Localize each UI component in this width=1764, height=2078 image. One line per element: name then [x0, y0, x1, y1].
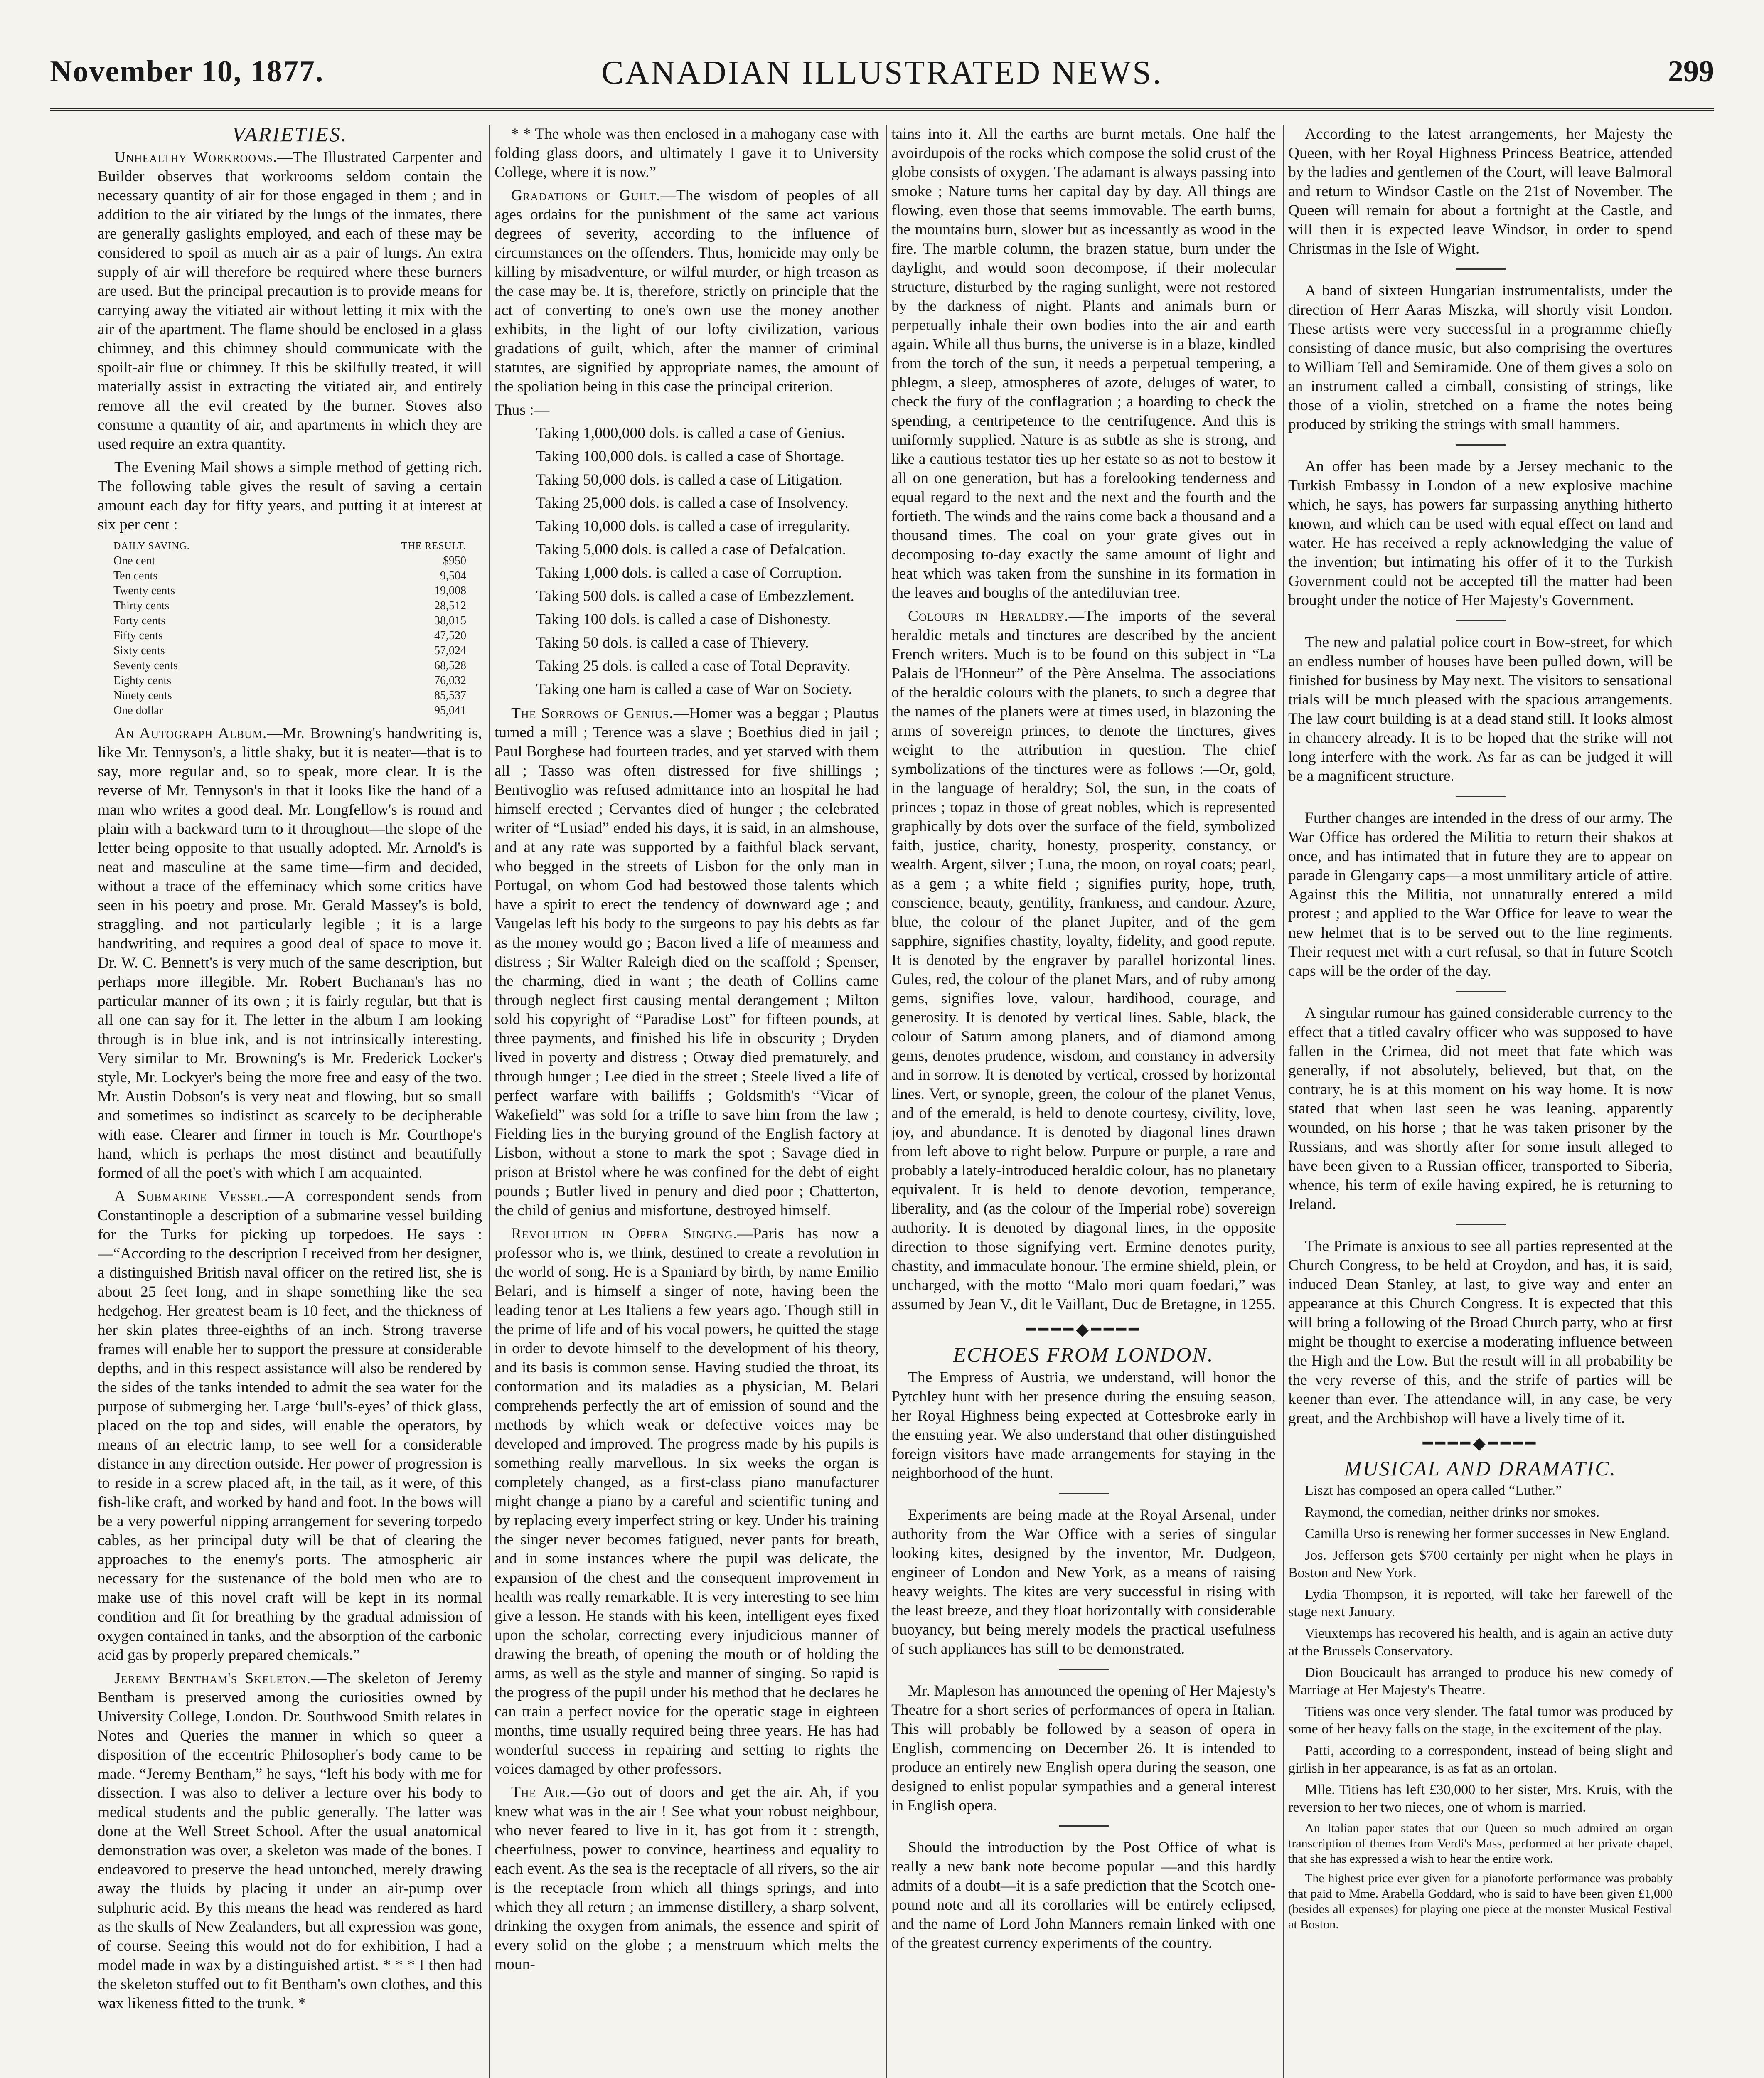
result-cell: 28,512	[434, 599, 466, 612]
list-item: Taking 10,000 dols. is called a case of irregularity.	[536, 518, 851, 535]
article-guilt	[495, 186, 879, 396]
article-revolution	[495, 1224, 879, 1779]
list-item: Taking 1,000,000 dols. is called a case of Genius.	[536, 425, 845, 442]
list-item: An Italian paper states that our Queen so much admired an organ transcription of themes from Verdi's Mass, performed at her private chapel, that she has expressed a wish to hear the entire work.	[1288, 1821, 1673, 1866]
article-heading: Colours in Heraldry.	[908, 608, 1069, 625]
list-item: Taking 25,000 dols. is called a case of Insolvency.	[536, 495, 849, 512]
result-cell: $950	[443, 554, 466, 567]
daily-saving-cell: Sixty cents	[113, 644, 165, 657]
result-cell: 9,504	[440, 569, 466, 582]
echoes-paragraph: According to the latest arrangements, her Majesty the Queen, with her Royal Highness Princess Beatrice, attended by the ladies and gentlemen of the Court, will leave Balmoral and return to Windsor Castle on the 21st of November. The Queen will remain for about a fortnight at the Castle, and will then it is expected leave Windsor, in order to spend Christmas in the Isle of Wight.	[1288, 126, 1673, 257]
table-row	[113, 598, 467, 613]
column-3	[891, 125, 1276, 2078]
daily-saving-cell: Thirty cents	[113, 599, 170, 612]
article-bentham-continued: * * The whole was then enclosed in a mahogany case with folding glass doors, and ultimately I gave it to University College, where it is now.”	[495, 126, 879, 181]
result-cell: 38,015	[434, 614, 466, 627]
daily-saving-cell: One dollar	[113, 704, 163, 717]
list-item: Taking 100 dols. is called a case of Dishonesty.	[536, 611, 831, 628]
article-heading: Jeremy Bentham's Skeleton.	[114, 1670, 311, 1687]
list-item: Taking 1,000 dols. is called a case of Corruption.	[536, 564, 842, 581]
list-item: Raymond, the comedian, neither drinks nor smokes.	[1305, 1504, 1600, 1520]
article-body: —A correspondent sends from Constantinople a description of a submarine vessel building for the Turks for picking up torpedoes. He says :—“According to the description I received from her designer, a distinguished British naval officer on the retired list, she is about 25 feet long, and in shape something like the sea hedgehog. Her greatest beam is 10 feet, and the thickness of her skin plates three-eighths of an inch. Strong traverse frames will enable her to support the pressure at considerable depths, and in this respect assistance will also be rendered by the sides of the tanks intended to admit the sea water for the purpose of submerging her. Large ‘bull's-eyes’ of thick glass, placed on the top and sides, will enable the operators, by means of an electric lamp, to see well for a considerable distance in any direction outside. Her power of progression is to reside in a screw placed aft, in the tail, as it were, of this fish-like craft, and worked by hand and foot. In the bows will be a very powerful nipping arrangement for severing torpedo cables, as her principal duty will be that of clearing the approaches to the enemy's ports. The atmospheric air necessary for the sustenance of the bold men who are to make use of this novel craft will be kept in its normal condition and fit for breathing by the gradual admission of oxygen contained in tanks, and the absorption of the carbonic acid gas by properly prepared chemicals.”	[98, 1188, 482, 1664]
list-item: Taking 100,000 dols. is called a case of Shortage.	[536, 448, 844, 465]
echoes-paragraph: Mr. Mapleson has announced the opening of Her Majesty's Theatre for a short series of performances of opera in Italian. This will probably be followed by a season of opera in English, commencing on December 26. It is intended to produce an entirely new English opera during the season, one designed to enlist popular sympathies and a general interest in English opera.	[891, 1682, 1276, 1814]
publication-title: CANADIAN ILLUSTRATED NEWS.	[601, 54, 1163, 91]
result-cell: 47,520	[434, 629, 466, 642]
list-item: Lydia Thompson, it is reported, will take her farewell of the stage next January.	[1288, 1587, 1673, 1620]
article-body: —The wisdom of peoples of all ages ordains for the punishment of the same act various degrees of severity, according to the influence of circumstances on the offenders. Thus, homicide may only be killing by misadventure, or wilful murder, or high treason as the case may be. It is, therefore, strictly on principle that the act of converting to one's own use the money another exhibits, in the light of our lofty civilization, various gradations of guilt, which, after the manner of criminal statutes, are signified by appropriate names, the amount of the spoliation being in this case the principal criterion.	[495, 187, 879, 395]
article-air-continued: tains into it. All the earths are burnt metals. One half the avoirdupois of the rocks which compose the solid crust of the globe consists of oxygen. The adamant is always passing into smoke ; Nature turns her capital day by day. All things are flowing, even those that seems immovable. The earth burns, the mountains burn, slower but as incessantly as wood in the fire. The marble column, the brazen statue, burn under the daylight, and would soon decompose, if their molecular structure, disturbed by the raging sunlight, were not restored by the darkness of night. Plants and animals burn or perpetually inhale their own bodies into the air and earth again. While all thus burns, the universe is in a blaze, kindled from the torch of the sun, it needs a perpetual tempering, a phlegm, a sleep, atmospheres of azote, deluges of water, to check the fury of the conflagration ; a hoarding to check the spending, a centripetence to the centrifugence. And this is uniformly supplied. Nature is as subtle as she is strong, and like a cautious testator ties up her estate so as not to bestow it all on one generation, but has a forelooking tenderness and equal regard to the next and the next and the fourth and the fortieth. The winds and the rains come back a thousand and a thousand times. The coal on your grate gives out in decomposing to-day exactly the same amount of light and heat which was taken from the sunshine in its formation in the leaves and boughs of the antediluvian tree.	[891, 126, 1276, 601]
musical-list	[1288, 1482, 1673, 1932]
article-sorrows	[495, 704, 879, 1220]
table-header-result: THE RESULT.	[401, 541, 466, 552]
paragraph-divider	[1059, 1493, 1109, 1494]
table-row	[113, 554, 467, 569]
list-item: Titiens was once very slender. The fatal tumor was produced by some of her heavy falls on the stage, in the excitement of the play.	[1288, 1704, 1673, 1737]
article-autograph	[98, 724, 482, 1183]
echoes-paragraph: The Empress of Austria, we understand, will honor the Pytchley hunt with her presence during the ensuing season, her Royal Highness being expected at Cottesbroke early in the ensuing year. We also understand that other distinguished foreign visitors have made arrangements for staying in the neighborhood of the hunt.	[891, 1369, 1276, 1482]
result-cell: 19,008	[434, 584, 466, 597]
masthead	[50, 42, 1714, 104]
article-colours	[891, 607, 1276, 1314]
article-heading: The Sorrows of Genius.	[511, 705, 674, 722]
article-body: —The imports of the several heraldic metals and tinctures are described by the ancient French writers. Much is to be found on this subject in “La Palais de l'Honneur” of the Père Anselma. The associations of the heraldic colours with the planets, to such a degree that the names of the planets were at times used, in blazoning the arms of sovereign princes, to denote the tinctures, gives weight to the attribution in question. The chief symbolizations of the tinctures were as follows :—Or, gold, in the language of heraldry; Sol, the sun, in the coats of princes ; topaz in those of great nobles, which is represented graphically by dots over the surface of the field, symbolized faith, justice, charity, honesty, prosperity, constancy, or wealth. Argent, silver ; Luna, the moon, on royal coats; pearl, as a gem ; a white field ; signifies purity, hope, truth, conscience, beauty, gentility, frankness, and candour. Azure, blue, the colour of the planet Jupiter, and of the gem sapphire, signifies chastity, loyalty, fidelity, and good repute. It is denoted by the engraver by parallel horizontal lines. Gules, red, the colour of the planet Mars, and of ruby among gems, signifies love, valour, hardihood, courage, and generosity. It is denoted by vertical lines. Sable, black, the colour of Saturn among planets, and of diamond among gems, denotes prudence, wisdom, and constancy in adversity and in sorrow. It is denoted by vertical, crossed by horizontal lines. Vert, or synople, green, the colour of the planet Venus, and of the emerald, is held to denote courtesy, civility, love, joy, and abundance. It is denoted by diagonal lines drawn from left above to right below. Purpure or purple, a rare and probably a lately-introduced heraldic colour, has no planetary equivalent. It is held to denote devotion, temperance, liberality, and (as the colour of the Imperial robe) sovereign authority. It is denoted by diagonal lines, in the opposite direction to those signifying vert. Ermine denotes purity, chastity, and immaculate honour. The ermine shield, plein, or uncharged, with the motto “Malo mori quam foedari,” was assumed by Jean V., dit le Vaillant, Duc de Bretagne, in 1255.	[891, 608, 1276, 1313]
savings-table	[113, 539, 467, 718]
table-header-daily-saving: DAILY SAVING.	[113, 541, 190, 552]
result-cell: 57,024	[434, 644, 466, 657]
daily-saving-cell: Eighty cents	[113, 674, 172, 687]
guilt-list	[495, 424, 879, 699]
article-workrooms	[98, 148, 482, 454]
table-row	[113, 613, 467, 628]
list-item: Taking 50,000 dols. is called a case of Litigation.	[536, 471, 843, 488]
result-cell: 76,032	[434, 674, 466, 687]
table-row	[113, 658, 467, 673]
article-body: —Paris has now a professor who is, we think, destined to create a revolution in the world of song. He is a Spaniard by birth, by name Emilio Belari, and is himself a singer of note, having been the leading tenor at Les Italiens a few years ago. Though still in the prime of life and of his vocal powers, he quitted the stage in order to devote himself to the development of his theory, and its basis is common sense. Having studied the throat, its conformation and its maladies as a physician, M. Belari comprehends perfectly the art of emission of sound and the methods by which weak or defective voices may be developed and improved. The progress made by his pupils is something really marvellous. In six weeks the organ is completely changed, as a first-class piano manufacturer might change a piano by a careful and scientific tuning and by replacing every imperfect string or key. Under his training the singer never becomes fatigued, never pants for breath, and in some instances where the pupil was delicate, the expansion of the chest and the consequent improvement in health was really remarkable. It is very interesting to see him give a lesson. He stands with his keen, intelligent eyes fixed upon the scholar, correcting every injudicious manner of drawing the breath, of opening the mouth or of holding the arms, as well as the style and manner of singing. So rapid is the progress of the pupil under his method that he declares he can train a perfect novice for the operatic stage in eighteen months, time usually required being three years. He has had wonderful success in repairing and setting to rights the voices damaged by other professors.	[495, 1225, 879, 1778]
list-item: Taking 5,000 dols. is called a case of Defalcation.	[536, 541, 846, 558]
column-rule	[1283, 125, 1284, 2078]
list-item: Camilla Urso is renewing her former successes in New England.	[1305, 1526, 1670, 1541]
daily-saving-cell: Forty cents	[113, 614, 166, 627]
daily-saving-cell: Ninety cents	[113, 689, 172, 702]
column-rule	[886, 125, 887, 2078]
list-item: Dion Boucicault has arranged to produce his new comedy of Marriage at Her Majesty's Theatre.	[1288, 1665, 1673, 1698]
daily-saving-cell: One cent	[113, 554, 155, 567]
section-ornament: ━━━━◆━━━━	[1422, 1434, 1538, 1453]
list-item: Liszt has composed an opera called “Luther.”	[1305, 1483, 1562, 1498]
daily-saving-cell: Seventy cents	[113, 659, 178, 672]
article-heading: The Air.	[511, 1784, 571, 1801]
paragraph-divider	[1456, 1224, 1506, 1225]
issue-date: November 10, 1877.	[50, 54, 324, 89]
column-2	[495, 125, 879, 2078]
paragraph-divider	[1456, 268, 1506, 270]
column-1	[98, 125, 482, 2078]
paragraph-divider	[1456, 991, 1506, 992]
thus-label: Thus :—	[495, 401, 550, 419]
article-heading: Gradations of Guilt.	[511, 187, 661, 204]
article-heading: An Autograph Album.	[114, 725, 267, 742]
list-item: Patti, according to a correspondent, instead of being slight and girlish in her appearance, is as fat as an ortolan.	[1288, 1743, 1673, 1776]
section-title-echoes: ECHOES FROM LONDON.	[953, 1343, 1214, 1366]
daily-saving-cell: Fifty cents	[113, 629, 163, 642]
echoes-paragraph: An offer has been made by a Jersey mechanic to the Turkish Embassy in London of a new explosive machine which, he says, has powers far surpassing anything hitherto known, and which can be used with equal effect on land and water. He has received a reply acknowledging the value of the invention; but intimating his offer of it to the Turkish Government could not be accepted till the matter had been brought under the notice of Her Majesty's Government.	[1288, 458, 1673, 609]
list-item: Taking 500 dols. is called a case of Embezzlement.	[536, 588, 854, 605]
result-cell: 68,528	[434, 659, 466, 672]
echoes-paragraph: A band of sixteen Hungarian instrumentalists, under the direction of Herr Aaras Miszka, will shortly visit London. These artists were very successful in a programme chiefly consisting of dance music, but also comprising the overtures to William Tell and Semiramide. One of them gives a solo on an instrument called a cimball, consisting of strings, like those of a violin, stretched on a frame the notes being produced by striking the strings with small hammers.	[1288, 282, 1673, 433]
article-body: —The Illustrated Carpenter and Builder observes that workrooms seldom contain the necessary quantity of air for those engaged in them ; and in addition to the air vitiated by the lungs of the inmates, there are generally gaslights employed, and each of these may be considered to spoil as much air as a pair of lungs. An extra supply of air will therefore be required where these burners are used. But the principal precaution is to provide means for carrying away the vitiated air without letting it mix with the air of the apartment. The flame should be enclosed in a glass chimney, and this chimney should communicate with the spoilt-air flue or chimney. If this be skilfully treated, it will materially assist in extracting the vitiated air, and entirely remove all the evil created by the burner. Stoves also consume a quantity of air, and apartments in which they are used require an extra quantity.	[98, 149, 482, 453]
daily-saving-cell: Twenty cents	[113, 584, 175, 597]
table-row	[113, 584, 467, 598]
list-item: Jos. Jefferson gets $700 certainly per night when he plays in Boston and New York.	[1288, 1548, 1673, 1581]
echoes-paragraph: A singular rumour has gained considerable currency to the effect that a titled cavalry officer who was supposed to have fallen in the Crimea, did not meet that fate which was generally, if not absolutely, believed, but that, on the contrary, he is at this moment on his way home. It is now stated that when last seen he was leaning, apparently wounded, on his horse ; that he was taken prisoner by the Russians, and was shortly after for some insult alleged to have been given to a Russian officer, transported to Siberia, whence, his term of exile having expired, he is returning to Ireland.	[1288, 1005, 1673, 1213]
masthead-rule	[50, 108, 1714, 111]
table-row	[113, 673, 467, 688]
daily-saving-cell: Ten cents	[113, 569, 158, 582]
echoes-paragraph: Should the introduction by the Post Office of what is really a new bank note become popular —and this hardly admits of a doubt—it is a safe prediction that the Scotch one-pound note and all its corollaries will be entirely eclipsed, and the name of Lord John Manners remain linked with one of the greatest currency experiments of the country.	[891, 1839, 1276, 1952]
table-row	[113, 688, 467, 703]
table-row	[113, 703, 467, 718]
article-air	[495, 1783, 879, 1974]
section-ornament: ━━━━◆━━━━	[1026, 1320, 1142, 1339]
paragraph-divider	[1456, 620, 1506, 621]
echoes-paragraph: The Primate is anxious to see all parties represented at the Church Congress, to be held at Croydon, and has, it is said, induced Dean Stanley, at last, to give way and enter an appearance at this Church Congress. It is expected that this will bring a following of the Broad Church party, who at first might be thought to exercise a moderating influence between the High and the Low. But the result will in all probability be the very reverse of this, and the strife of parties will be keener than ever. The attendance will, in any case, be very great, and the Archbishop will have a lively time of it.	[1288, 1238, 1673, 1427]
article-heading: Revolution in Opera Singing.	[511, 1225, 738, 1242]
table-row	[113, 628, 467, 643]
echoes-paragraph: Further changes are intended in the dress of our army. The War Office has ordered the Militia to return their shakos at once, and has intimated that in future they are to appear on parade in Glengarry caps—a most unmilitary article of attire. Against this the Militia, not unnaturally entered a mild protest ; and applied to the War Office for leave to wear the new helmet that is to be served out to the line regiments. Their request met with a curt refusal, so that in future Scotch caps will be the order of the day.	[1288, 810, 1673, 980]
section-title-musical: MUSICAL AND DRAMATIC.	[1344, 1457, 1617, 1480]
column-4	[1288, 125, 1673, 2078]
list-item: Vieuxtemps has recovered his health, and is again an active duty at the Brussels Conservatory.	[1288, 1626, 1673, 1659]
article-body: —Homer was a beggar ; Plautus turned a mill ; Terence was a slave ; Boethius died in jail ; Paul Borghese had fourteen trades, and yet starved with them all ; Tasso was often distressed for five shillings ; Bentivoglio was refused admittance into an hospital he had himself erected ; Cervantes died of hunger ; the celebrated writer of “Lusiad” ended his days, it is said, in an almshouse, and at any rate was supported by a faithful black servant, who begged in the streets of Lisbon for the only man in Portugal, on whom God had bestowed those talents which have a spirit to erect the tendency of downward age ; and Vaugelas left his body to the surgeons to pay his debts as far as the money would go ; Bacon lived a life of meanness and distress ; Sir Walter Raleigh died on the scaffold ; Spenser, the charming, died in want ; the death of Collins came through neglect first causing mental derangement ; Milton sold his copyright of “Paradise Lost” for fifteen pounds, at three payments, and finished his life in obscurity ; Dryden lived in poverty and distress ; Otway died prematurely, and through hunger ; Lee died in the street ; Steele lived a life of perfect warfare with bailiffs ; Goldsmith's “Vicar of Wakefield” was sold for a trifle to save him from the law ; Fielding lies in the burying ground of the English factory at Lisbon, without a stone to mark the spot ; Savage died in prison at Bristol where he was confined for the debt of eight pounds ; Butler lived in penury and died poor ; Chatterton, the child of genius and misfortune, destroyed himself.	[495, 705, 879, 1219]
list-item: Taking one ham is called a case of War on Society.	[536, 681, 852, 698]
savings-table-body	[113, 554, 467, 718]
table-row	[113, 643, 467, 658]
column-rule	[489, 125, 490, 2078]
list-item: Mlle. Titiens has left £30,000 to her sister, Mrs. Kruis, with the reversion to her two nieces, one of whom is married.	[1288, 1782, 1673, 1815]
result-cell: 85,537	[434, 689, 466, 702]
paragraph-divider	[1456, 444, 1506, 446]
list-item: Taking 25 dols. is called a case of Total Depravity.	[536, 657, 851, 675]
echoes-paragraph: Experiments are being made at the Royal Arsenal, under authority from the War Office with a series of singular looking kites, designed by the inventor, Mr. Dudgeon, engineer of London and New York, as a means of raising heavy weights. The kites are very successful in rising with the least breeze, and they float horizontally with considerable buoyancy, but being merely models the practical usefulness of such appliances has still to be demonstrated.	[891, 1507, 1276, 1657]
table-row	[113, 569, 467, 584]
article-body: —The skeleton of Jeremy Bentham is preserved among the curiosities owned by University College, London. Dr. Southwood Smith relates in Notes and Queries the manner in which so queer a disposition of the eccentric Philosopher's body came to be made. “Jeremy Bentham,” he says, “left his body with me for dissection. I was also to deliver a lecture over his body to medical students and the public generally. The latter was done at the Well Street School. After the usual anatomical demonstration was over, a skeleton was made of the bones. I endeavored to preserve the head untouched, merely drawing away the fluids by placing it under an air-pump over sulphuric acid. By this means the head was rendered as hard as the skulls of New Zealanders, but all expression was gone, of course. Seeing this would not do for exhibition, I had a model made in wax by a distinguished artist. * * * I then had the skeleton stuffed out to fit Bentham's own clothes, and this wax likeness fitted to the trunk. *	[98, 1670, 482, 2012]
paragraph-divider	[1059, 1669, 1109, 1670]
article-body: —Go out of doors and get the air. Ah, if you knew what was in the air ! See what your robust neighbour, who never feared to live in it, has got from it : strength, cheerfulness, power to convince, heartiness and equality to each event. As the sea is the receptacle of all rivers, so the air is the receptacle from which all things springs, and into which they all return ; an immense distillery, a sharp solvent, drinking the oxygen from animals, the essence and spirit of every solid on the globe ; a menstruum which melts the moun-	[495, 1784, 879, 1973]
section-title-varieties: VARIETIES.	[232, 125, 348, 146]
list-item: The highest price ever given for a pianoforte performance was probably that paid to Mme. Arabella Goddard, who is said to have been given £1,000 (besides all expenses) for playing one piece at the monster Musical Festival at Boston.	[1288, 1871, 1673, 1931]
list-item: Taking 50 dols. is called a case of Thievery.	[536, 634, 809, 651]
paragraph-divider	[1059, 1825, 1109, 1827]
echoes-paragraph: The new and palatial police court in Bow-street, for which an endless number of houses have been pulled down, will be finished for business by May next. The visitors to sensational trials will be much pleased with the spacious arrangements. The law court building is at a dead stand still. It looks almost in chancery already. It is to be hoped that the strike will not long interfere with the work. As far as can be judged it will be a magnificent structure.	[1288, 634, 1673, 785]
article-body: —Mr. Browning's handwriting is, like Mr. Tennyson's, a little shaky, but it is neater—that is to say, more regular and, so to speak, more clear. It is the reverse of Mr. Tennyson's in that it looks like the hand of a man who writes a good deal. Mr. Longfellow's is round and plain with a backward turn to it throughout—the slope of the letter being opposite to that usually adopted. Mr. Arnold's is neat and masculine at the same time—firm and decided, without a trace of the effeminacy which some critics have seen in his poetry and prose. Mr. Gerald Massey's is bold, straggling, and not particularly legible ; it is a large handwriting, and requires a good deal of space to move it. Dr. W. C. Bennett's is very much of the same description, but perhaps more illegible. Mr. Robert Buchanan's has no particular manner of its own ; it is fairly regular, but that is all one can say for it. The letter in the album I am looking through is in blue ink, and is not intrinsically interesting. Very similar to Mr. Browning's is Mr. Frederick Locker's style, Mr. Lockyer's being the more free and easy of the two. Mr. Austin Dobson's is very neat and flowing, but so small and sometimes so indistinct as scarcely to be decipherable with ease. Clearer and firmer in touch is Mr. Courthope's hand, which is perhaps the most distinct and beautifully formed of all the poet's with which I am acquainted.	[98, 725, 482, 1182]
article-bentham	[98, 1669, 482, 2013]
paragraph-divider	[1456, 796, 1506, 797]
page-number: 299	[1668, 54, 1714, 89]
result-cell: 95,041	[434, 704, 466, 717]
article-heading: Unhealthy Workrooms.	[114, 149, 278, 166]
article-evening-mail: The Evening Mail shows a simple method of getting rich. The following table gives the result of saving a certain amount each day for fifty years, and putting it at interest at six per cent :	[98, 459, 482, 533]
article-submarine	[98, 1187, 482, 1665]
article-heading: A Submarine Vessel.	[114, 1188, 269, 1205]
